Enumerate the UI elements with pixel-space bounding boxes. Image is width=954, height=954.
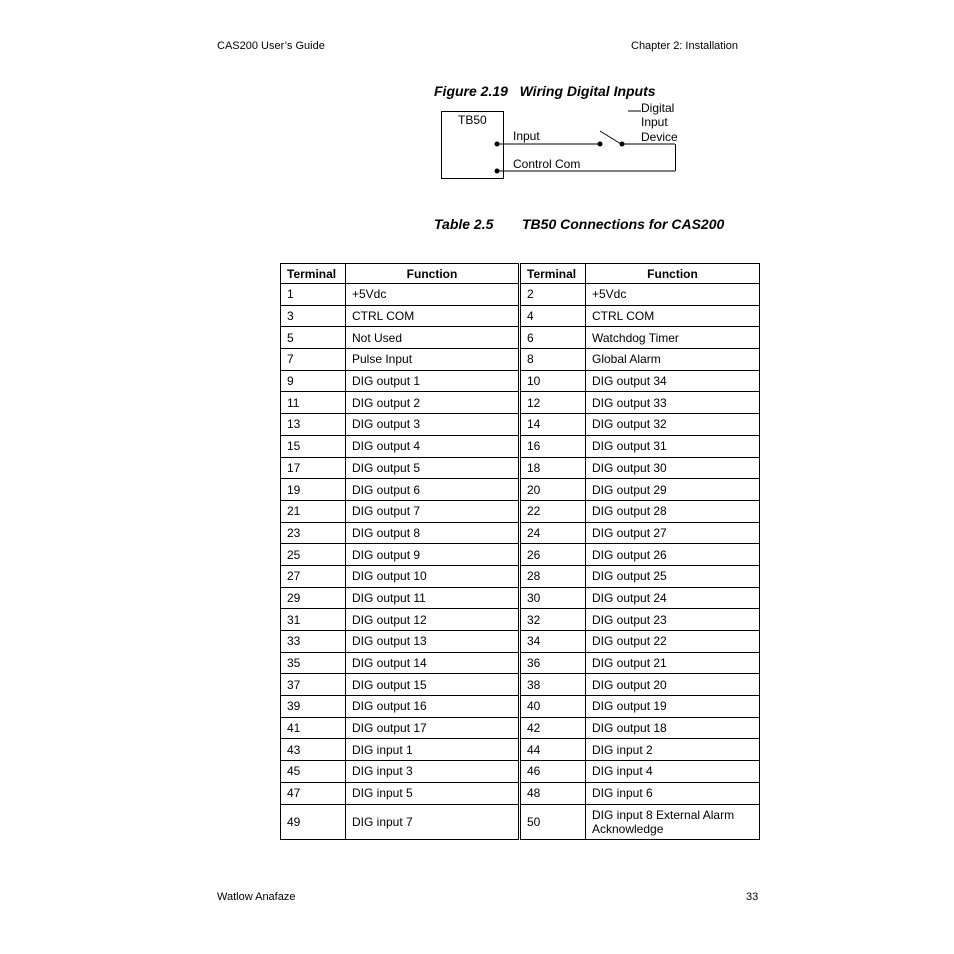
cell-terminal-right: 26 bbox=[521, 544, 586, 566]
table-row bbox=[281, 609, 760, 631]
cell-function-left: DIG output 16 bbox=[346, 696, 519, 718]
table-row bbox=[281, 457, 760, 479]
cell-function-left: +5Vdc bbox=[346, 284, 519, 306]
cell-function-left: DIG output 10 bbox=[346, 565, 519, 587]
table-row bbox=[281, 349, 760, 371]
cell-function-right: DIG output 29 bbox=[586, 479, 760, 501]
control-com-terminal-dot bbox=[495, 169, 500, 174]
cell-terminal-left: 11 bbox=[281, 392, 346, 414]
cell-terminal-right: 30 bbox=[521, 587, 586, 609]
cell-terminal-right: 40 bbox=[521, 696, 586, 718]
table-row bbox=[281, 544, 760, 566]
footer-left: Watlow Anafaze bbox=[217, 891, 296, 903]
cell-terminal-left: 19 bbox=[281, 479, 346, 501]
cell-function-right: DIG output 30 bbox=[586, 457, 760, 479]
cell-function-right: DIG output 23 bbox=[586, 609, 760, 631]
cell-function-right: DIG output 22 bbox=[586, 631, 760, 653]
header-terminal-right: Terminal bbox=[521, 264, 586, 284]
cell-function-right: Watchdog Timer bbox=[586, 327, 760, 349]
cell-terminal-right: 36 bbox=[521, 652, 586, 674]
cell-terminal-right: 50 bbox=[521, 804, 586, 839]
cell-terminal-right: 16 bbox=[521, 435, 586, 457]
table-row bbox=[281, 717, 760, 739]
cell-terminal-left: 27 bbox=[281, 565, 346, 587]
cell-function-left: DIG output 8 bbox=[346, 522, 519, 544]
table-row bbox=[281, 284, 760, 306]
cell-terminal-left: 29 bbox=[281, 587, 346, 609]
cell-function-left: DIG output 13 bbox=[346, 631, 519, 653]
cell-function-left: CTRL COM bbox=[346, 305, 519, 327]
cell-function-right: DIG output 19 bbox=[586, 696, 760, 718]
cell-function-right: DIG input 8 External Alarm Acknowledge bbox=[586, 804, 760, 839]
table-row bbox=[281, 631, 760, 653]
cell-function-right: DIG output 28 bbox=[586, 500, 760, 522]
cell-function-left: DIG input 5 bbox=[346, 782, 519, 804]
cell-terminal-right: 24 bbox=[521, 522, 586, 544]
table-row bbox=[281, 392, 760, 414]
table-row bbox=[281, 739, 760, 761]
table-row bbox=[281, 435, 760, 457]
table-row bbox=[281, 782, 760, 804]
table-row bbox=[281, 674, 760, 696]
cell-terminal-left: 45 bbox=[281, 761, 346, 783]
cell-terminal-left: 1 bbox=[281, 284, 346, 306]
cell-terminal-left: 47 bbox=[281, 782, 346, 804]
cell-function-right: DIG output 18 bbox=[586, 717, 760, 739]
cell-terminal-left: 7 bbox=[281, 349, 346, 371]
cell-function-right: DIG output 21 bbox=[586, 652, 760, 674]
table-header-row bbox=[281, 264, 760, 284]
cell-terminal-left: 31 bbox=[281, 609, 346, 631]
table-row bbox=[281, 327, 760, 349]
cell-function-left: DIG output 9 bbox=[346, 544, 519, 566]
device-label-line2: Input bbox=[641, 115, 668, 129]
cell-terminal-right: 38 bbox=[521, 674, 586, 696]
cell-terminal-right: 10 bbox=[521, 370, 586, 392]
cell-terminal-left: 9 bbox=[281, 370, 346, 392]
table-row bbox=[281, 479, 760, 501]
input-label: Input bbox=[513, 129, 540, 143]
cell-terminal-left: 35 bbox=[281, 652, 346, 674]
cell-function-right: Global Alarm bbox=[586, 349, 760, 371]
header-function-right: Function bbox=[586, 264, 760, 284]
running-header-right: Chapter 2: Installation bbox=[631, 40, 739, 52]
cell-terminal-right: 32 bbox=[521, 609, 586, 631]
cell-terminal-left: 37 bbox=[281, 674, 346, 696]
cell-terminal-left: 5 bbox=[281, 327, 346, 349]
cell-function-right: DIG input 4 bbox=[586, 761, 760, 783]
cell-terminal-right: 48 bbox=[521, 782, 586, 804]
cell-function-left: DIG output 2 bbox=[346, 392, 519, 414]
cell-function-left: DIG output 17 bbox=[346, 717, 519, 739]
cell-function-left: Not Used bbox=[346, 327, 519, 349]
cell-function-right: DIG output 25 bbox=[586, 565, 760, 587]
cell-function-right: DIG output 31 bbox=[586, 435, 760, 457]
switch-contact-left bbox=[598, 142, 603, 147]
table-row bbox=[281, 565, 760, 587]
table-row bbox=[281, 522, 760, 544]
page-number: 33 bbox=[746, 891, 759, 903]
table-title-number: Table 2.5 bbox=[434, 216, 494, 232]
cell-terminal-left: 49 bbox=[281, 804, 346, 839]
cell-terminal-left: 23 bbox=[281, 522, 346, 544]
cell-terminal-right: 12 bbox=[521, 392, 586, 414]
cell-function-left: DIG input 1 bbox=[346, 739, 519, 761]
cell-terminal-right: 22 bbox=[521, 500, 586, 522]
cell-function-right: DIG input 2 bbox=[586, 739, 760, 761]
table-row bbox=[281, 761, 760, 783]
cell-terminal-right: 42 bbox=[521, 717, 586, 739]
cell-function-right: +5Vdc bbox=[586, 284, 760, 306]
cell-function-left: DIG output 4 bbox=[346, 435, 519, 457]
cell-terminal-right: 44 bbox=[521, 739, 586, 761]
cell-function-left: DIG input 7 bbox=[346, 804, 519, 839]
table-row bbox=[281, 414, 760, 436]
cell-function-right: DIG output 34 bbox=[586, 370, 760, 392]
cell-terminal-right: 2 bbox=[521, 284, 586, 306]
cell-function-right: CTRL COM bbox=[586, 305, 760, 327]
cell-function-left: DIG output 7 bbox=[346, 500, 519, 522]
cell-function-left: DIG output 6 bbox=[346, 479, 519, 501]
cell-terminal-left: 17 bbox=[281, 457, 346, 479]
tb50-connections-table bbox=[280, 263, 760, 840]
cell-function-right: DIG output 32 bbox=[586, 414, 760, 436]
cell-function-right: DIG output 26 bbox=[586, 544, 760, 566]
cell-function-left: DIG output 3 bbox=[346, 414, 519, 436]
table-row bbox=[281, 305, 760, 327]
cell-terminal-right: 20 bbox=[521, 479, 586, 501]
table-row bbox=[281, 696, 760, 718]
cell-terminal-left: 15 bbox=[281, 435, 346, 457]
cell-terminal-right: 28 bbox=[521, 565, 586, 587]
cell-function-left: DIG output 5 bbox=[346, 457, 519, 479]
cell-terminal-right: 14 bbox=[521, 414, 586, 436]
cell-terminal-right: 4 bbox=[521, 305, 586, 327]
cell-terminal-right: 6 bbox=[521, 327, 586, 349]
header-function-left: Function bbox=[346, 264, 519, 284]
table-title-text: TB50 Connections for CAS200 bbox=[522, 216, 725, 232]
table-row bbox=[281, 804, 760, 839]
table-row bbox=[281, 370, 760, 392]
cell-function-right: DIG output 20 bbox=[586, 674, 760, 696]
cell-function-left: DIG output 14 bbox=[346, 652, 519, 674]
cell-terminal-right: 8 bbox=[521, 349, 586, 371]
figure-title: Figure 2.19 Wiring Digital Inputs bbox=[434, 83, 656, 99]
cell-terminal-right: 46 bbox=[521, 761, 586, 783]
table-row bbox=[281, 500, 760, 522]
control-com-label: Control Com bbox=[513, 157, 581, 171]
cell-function-left: Pulse Input bbox=[346, 349, 519, 371]
cell-function-right: DIG output 27 bbox=[586, 522, 760, 544]
cell-function-right: DIG output 33 bbox=[586, 392, 760, 414]
cell-terminal-left: 41 bbox=[281, 717, 346, 739]
cell-function-left: DIG output 12 bbox=[346, 609, 519, 631]
switch-arm bbox=[600, 131, 621, 144]
cell-terminal-left: 33 bbox=[281, 631, 346, 653]
device-label-line3: Device bbox=[641, 130, 678, 144]
cell-function-left: DIG input 3 bbox=[346, 761, 519, 783]
cell-function-right: DIG input 6 bbox=[586, 782, 760, 804]
table-row bbox=[281, 587, 760, 609]
cell-terminal-right: 18 bbox=[521, 457, 586, 479]
cell-function-left: DIG output 11 bbox=[346, 587, 519, 609]
table-row bbox=[281, 652, 760, 674]
cell-terminal-left: 39 bbox=[281, 696, 346, 718]
cell-terminal-left: 43 bbox=[281, 739, 346, 761]
running-header-left: CAS200 User’s Guide bbox=[217, 40, 325, 52]
device-label-line1: Digital bbox=[641, 101, 675, 115]
cell-terminal-left: 13 bbox=[281, 414, 346, 436]
input-terminal-dot bbox=[495, 142, 500, 147]
cell-terminal-left: 25 bbox=[281, 544, 346, 566]
cell-terminal-left: 21 bbox=[281, 500, 346, 522]
header-terminal-left: Terminal bbox=[281, 264, 346, 284]
cell-function-left: DIG output 15 bbox=[346, 674, 519, 696]
cell-function-left: DIG output 1 bbox=[346, 370, 519, 392]
cell-terminal-right: 34 bbox=[521, 631, 586, 653]
wiring-diagram bbox=[430, 98, 690, 184]
tb50-label: TB50 bbox=[458, 113, 487, 127]
cell-terminal-left: 3 bbox=[281, 305, 346, 327]
cell-function-right: DIG output 24 bbox=[586, 587, 760, 609]
